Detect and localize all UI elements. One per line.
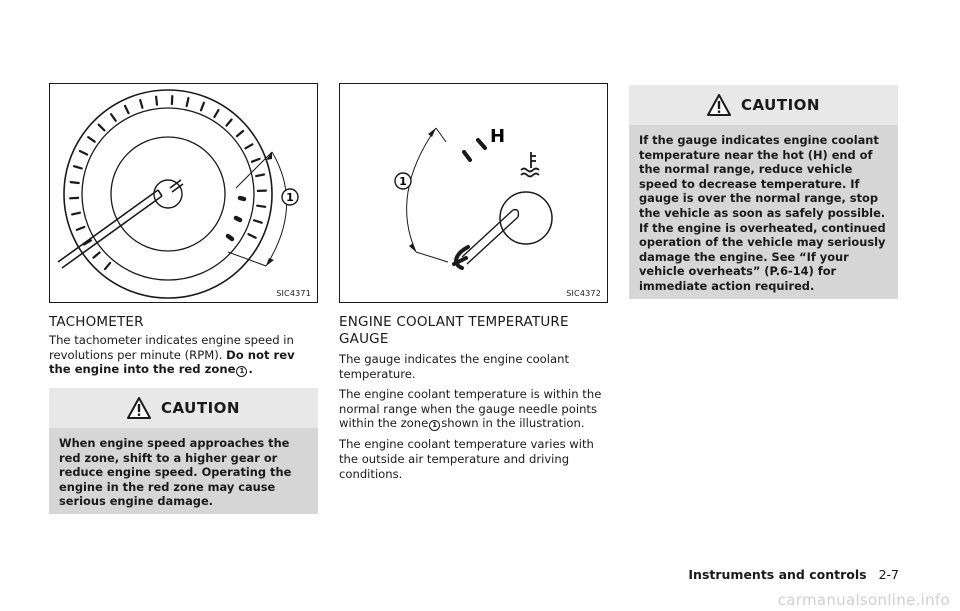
dial-tick	[80, 151, 87, 155]
caution-header	[629, 85, 898, 125]
caution-text: When engine speed approaches the red zone, shift to a higher gear or reduce engine speed. Operating the engine in the red zone may cause serious engine damage.	[59, 436, 292, 509]
footer-section: Instruments and controls	[688, 567, 867, 582]
dial-tick	[187, 98, 189, 106]
coolant-temperature-icon	[521, 152, 539, 177]
callout-1: 1	[286, 191, 294, 204]
caution-title: CAUTION	[741, 96, 820, 114]
tachometer-section	[49, 314, 319, 377]
dial-tick	[111, 114, 116, 121]
tachometer-illustration	[50, 84, 319, 304]
caution-title: CAUTION	[161, 399, 240, 417]
dial-tick	[256, 175, 264, 177]
coolant-paragraph-3: The engine coolant temperature varies with the outside air temperature and driving conditions.	[339, 437, 594, 481]
dial-tick	[140, 100, 142, 108]
tachometer-figure	[49, 83, 318, 303]
dial-tick	[88, 137, 95, 142]
dial-tick	[249, 234, 256, 238]
dial-tick	[94, 253, 100, 258]
dial-tick	[214, 110, 218, 117]
warning-triangle-icon	[127, 397, 151, 419]
watermark: carmanualsonline.info	[777, 591, 950, 609]
figure-code: SIC4371	[276, 289, 311, 298]
callout-1-inline: 1	[429, 420, 440, 431]
coolant-gauge-figure	[339, 83, 608, 303]
coolant-section	[339, 314, 609, 481]
dial-tick	[105, 263, 110, 269]
coolant-paragraph-2: The engine coolant temperature is within the normal range when the gauge needle points within the zone 1 shown in the illustration.	[339, 387, 602, 431]
dial-tick	[99, 125, 105, 131]
coolant-gauge-illustration	[340, 84, 609, 304]
dial-tick	[72, 213, 80, 215]
dial-tick	[156, 97, 157, 105]
callout-1: 1	[399, 175, 407, 188]
callout-1-inline: 1	[236, 366, 247, 377]
caution-box-coolant	[629, 85, 898, 299]
warning-triangle-icon	[707, 94, 731, 116]
dial-tick	[125, 106, 129, 113]
caution-box-tachometer	[49, 388, 318, 514]
dial-tick	[246, 144, 253, 148]
page-number: 2-7	[878, 567, 899, 582]
section-heading: ENGINE COOLANT TEMPERATURE GAUGE	[339, 314, 569, 347]
dial-tick	[254, 220, 262, 222]
figure-code: SIC4372	[566, 289, 601, 298]
dial-tick	[257, 206, 265, 207]
dial-tick	[227, 120, 232, 126]
tachometer-description: The tachometer indicates engine speed in revolutions per minute (RPM). Do not rev the engine into the red zone 1 .	[49, 333, 295, 377]
dial-tick	[237, 131, 243, 136]
caution-text: If the gauge indicates engine coolant temperature near the hot (H) end of the normal range, reduce vehicle speed to decrease temperature. If gauge is over the normal range, stop the vehicle as soon as safely possible. If the engine is overheated, continued operation of the vehicle may seriously damage the engine. See “If your vehicle overheats” (P.6-14) for immediate action required.	[639, 133, 886, 293]
caution-header	[49, 388, 318, 428]
hot-mark: H	[490, 126, 506, 147]
coolant-paragraph-1: The gauge indicates the engine coolant temperature.	[339, 352, 569, 381]
dial-tick	[74, 166, 82, 168]
dial-tick	[252, 159, 260, 162]
dial-tick	[77, 227, 85, 230]
dial-tick	[201, 103, 204, 111]
dial-tick	[71, 182, 79, 183]
section-heading: TACHOMETER	[49, 314, 144, 330]
page-footer	[688, 567, 899, 582]
